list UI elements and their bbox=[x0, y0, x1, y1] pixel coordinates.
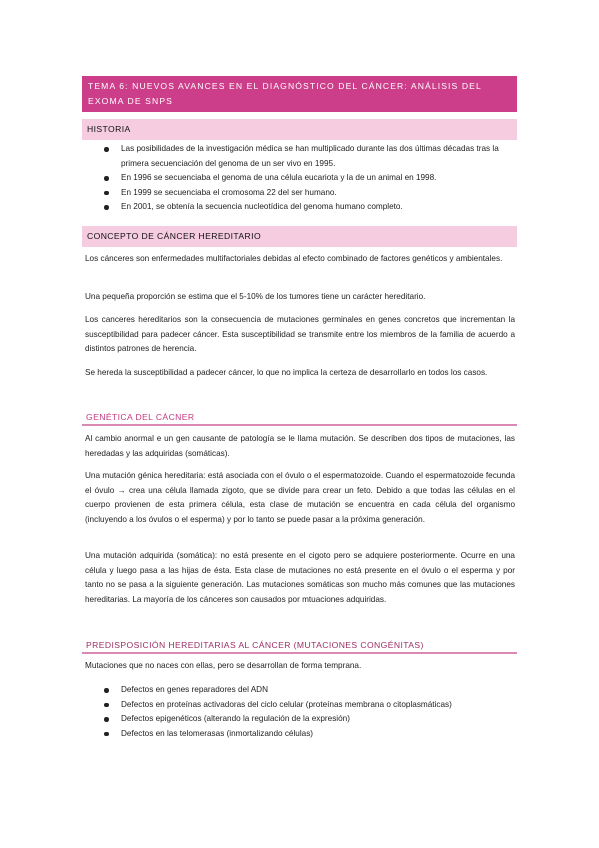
paragraph: Una mutación génica hereditaria: está asociada con el óvulo o el espermatozoide. Cuando el espermatozoide fecunda el óvulo → crea una célula llamada zigoto, que se divide para crear un feto. Debido a que todas las células en el cuerpo provienen de esta primera célula, esta clase de mutación se encuentra en cada célula del organismo (incluyendo a los óvulos o el esperma) y por lo tanto se puede pasar a la próxima generación. bbox=[85, 471, 515, 524]
section-heading-concepto: CONCEPTO DE CÁNCER HEREDITARIO bbox=[82, 226, 517, 247]
list-item: Defectos en proteínas activadoras del ciclo celular (proteínas membrana o citoplasmáticas) bbox=[100, 698, 520, 713]
bullet-icon bbox=[104, 732, 109, 737]
list-item: Las posibilidades de la investigación médica se han multiplicado durante las dos últimas décadas tras la primera secuenciación del genoma de un ser vivo en 1995. bbox=[100, 142, 520, 171]
section-heading-historia: HISTORIA bbox=[82, 119, 517, 140]
list-item: En 2001, se obtenía la secuencia nucleotídica del genoma humano completo. bbox=[100, 200, 520, 215]
list-item: Defectos en genes reparadores del ADN bbox=[100, 683, 520, 698]
list-item: Defectos epigenéticos (alterando la regulación de la expresión) bbox=[100, 712, 520, 727]
paragraph: Una mutación adquirida (somática): no está presente en el cigoto pero se adquiere posteriormente. Ocurre en una célula y luego pasa a las hijas de ésta. Esta clase de mutaciones no está presente en el óvulo o el esperma y por tanto no se pasa a la siguiente generación. Las mutaciones somáticas son mucho más comunes que las mutaciones hereditarias. La mayoría de los cánceres son causados por mtuaciones adquiridas. bbox=[85, 551, 515, 604]
paragraph: Los canceres hereditarios son la consecuencia de mutaciones germinales en genes concretos que incrementan la susceptibilidad para padecer cáncer. Esta susceptibilidad se transmite entre los miembros de la familia de acuerdo a distintos patrones de herencia. bbox=[85, 315, 515, 353]
paragraph: Se hereda la susceptibilidad a padecer cáncer, lo que no implica la certeza de desarrollarlo en todos los casos. bbox=[85, 368, 488, 377]
section-heading-genetica: GENÉTICA DEL CÁCNER bbox=[82, 410, 517, 426]
bullet-icon bbox=[104, 205, 109, 210]
paragraph: Los cánceres son enfermedades multifactoriales debidas al efecto combinado de factores genéticos y ambientales. bbox=[85, 254, 503, 263]
paragraph: Mutaciones que no naces con ellas, pero se desarrollan de forma temprana. bbox=[85, 661, 362, 670]
bullet-icon bbox=[104, 703, 109, 708]
paragraph: Al cambio anormal e un gen causante de patología se le llama mutación. Se describen dos tipos de mutaciones, las heredadas y las adquiridas (somáticas). bbox=[85, 434, 515, 458]
paragraph: Una pequeña proporción se estima que el 5-10% de los tumores tiene un carácter hereditario. bbox=[85, 292, 426, 301]
list-item: En 1996 se secuenciaba el genoma de una célula eucariota y la de un animal en 1998. bbox=[100, 171, 520, 186]
bullet-icon bbox=[104, 191, 109, 196]
bullet-icon bbox=[104, 147, 109, 152]
section-heading-predisposicion: PREDISPOSICIÓN HEREDITARIAS AL CÁNCER (MUTACIONES CONGÉNITAS) bbox=[82, 638, 517, 654]
predisposicion-bullet-list bbox=[100, 683, 520, 741]
document-title: TEMA 6: NUEVOS AVANCES EN EL DIAGNÓSTICO DEL CÁNCER: ANÁLISIS DEL EXOMA DE SNPS bbox=[82, 76, 517, 112]
bullet-icon bbox=[104, 717, 109, 722]
list-item: En 1999 se secuenciaba el cromosoma 22 del ser humano. bbox=[100, 186, 520, 201]
historia-bullet-list bbox=[100, 142, 520, 215]
bullet-icon bbox=[104, 688, 109, 693]
list-item: Defectos en las telomerasas (inmortalizando células) bbox=[100, 727, 520, 742]
bullet-icon bbox=[104, 176, 109, 181]
